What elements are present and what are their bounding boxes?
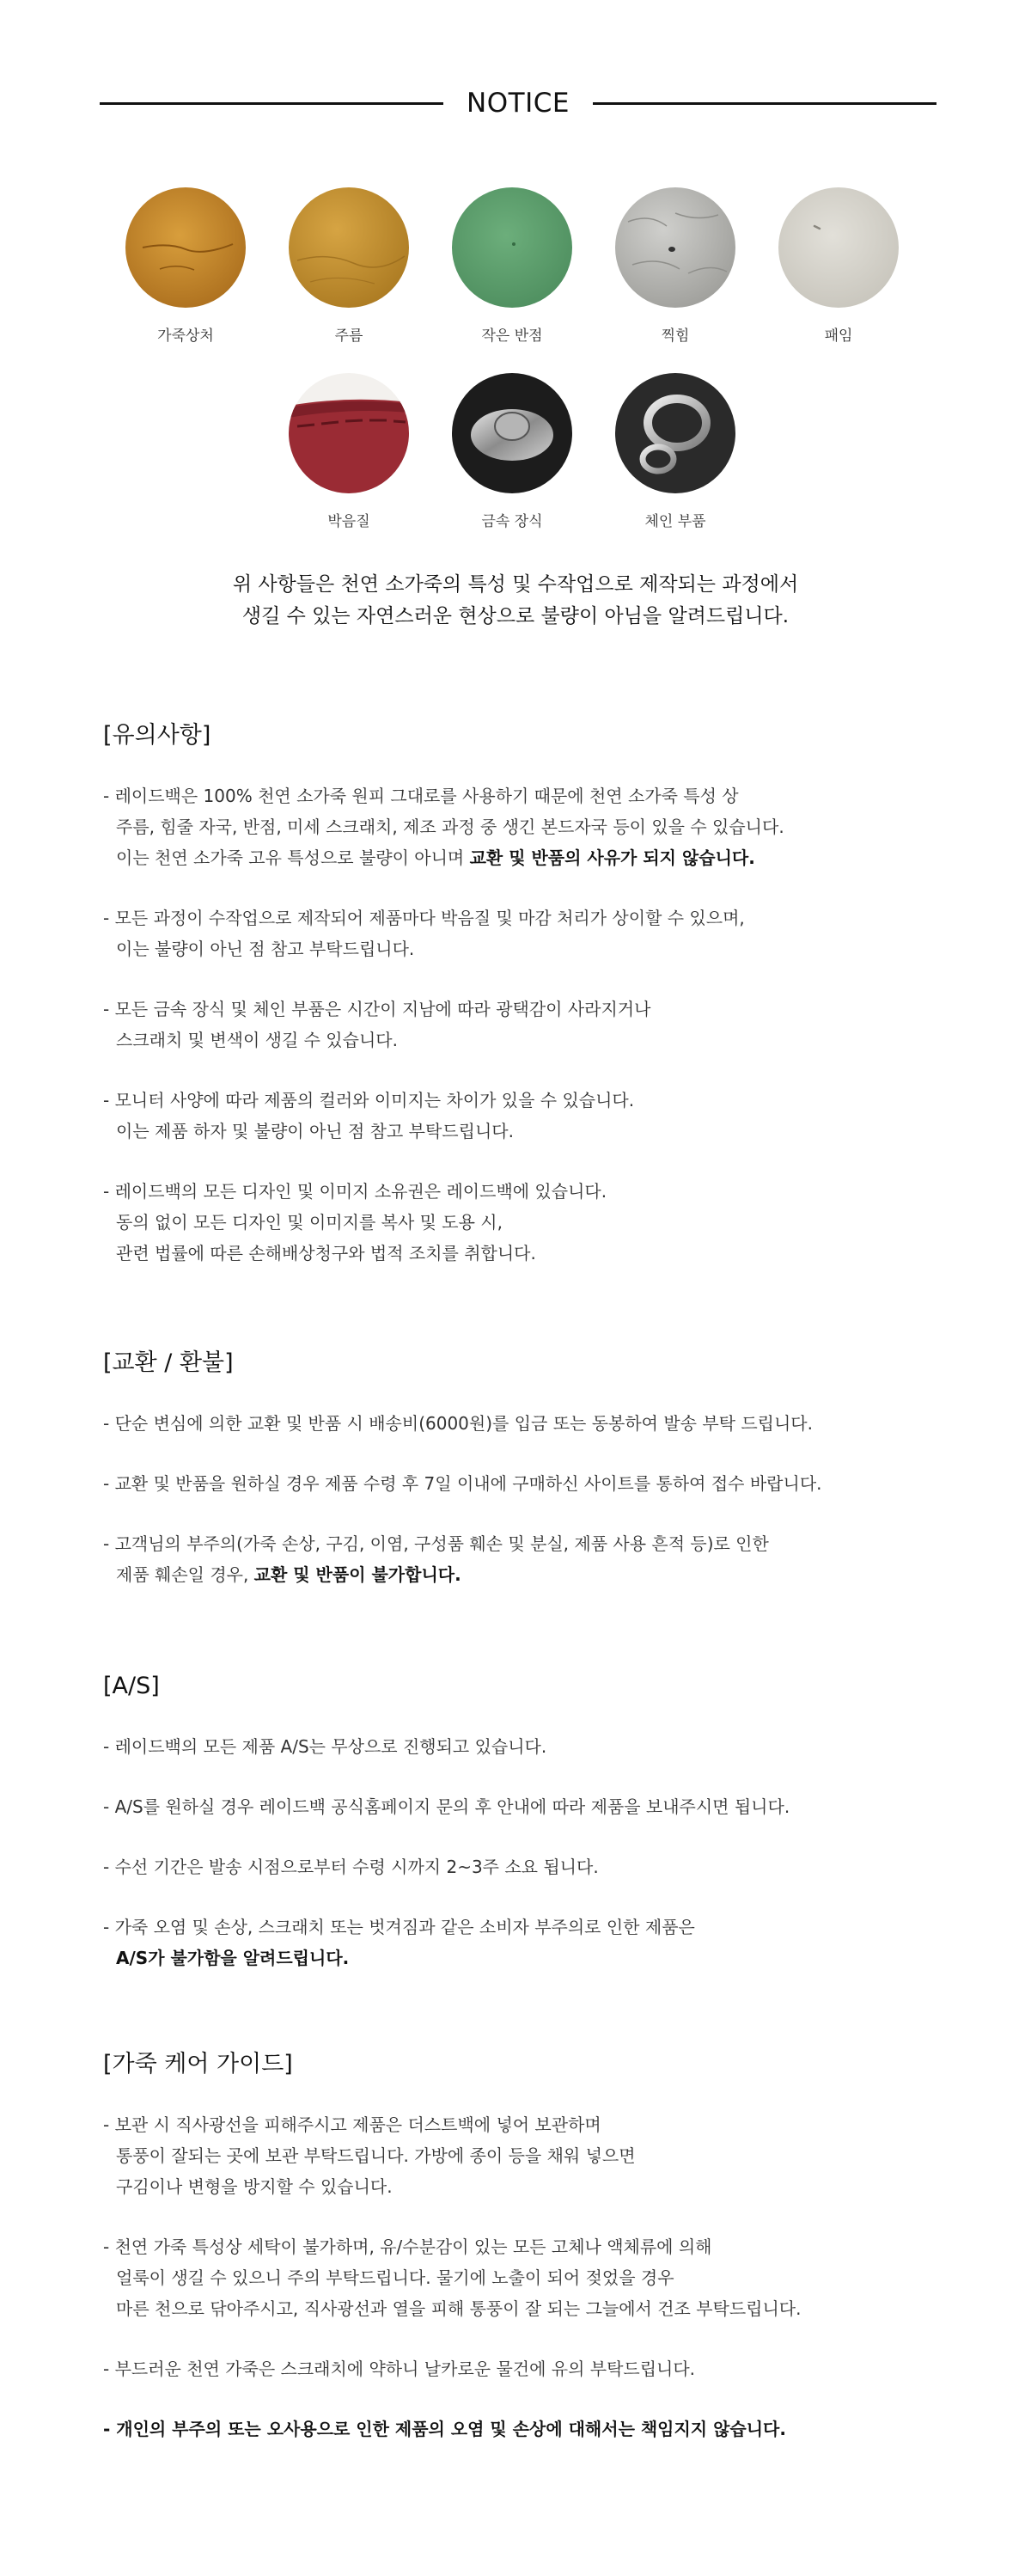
swatch-small-spot (443, 187, 581, 345)
emphasis-text: A/S가 불가함을 알려드립니다. (116, 1948, 350, 1968)
divider-line-right (593, 102, 936, 105)
swatch-wrinkle (280, 187, 418, 345)
exchange-section (103, 1348, 928, 1619)
swatch-stitching (280, 373, 418, 530)
intro-text (0, 569, 1031, 633)
intro-line: 위 사항들은 천연 소가죽의 특성 및 수작업으로 제작되는 과정에서 (232, 573, 799, 596)
swatch-label: 체인 부품 (644, 513, 706, 530)
list-item: - 고객님의 부주의(가죽 손상, 구김, 이염, 구성품 훼손 및 분실, 제품 사용 흔적 등)로 인한 제품 훼손일 경우, 교환 및 반품이 불가합니다. (103, 1533, 769, 1585)
list-item: - 부드러운 천연 가죽은 스크래치에 약하니 날카로운 물건에 유의 부탁드립니다. (103, 2359, 696, 2379)
section-title: [A/S] (103, 1673, 160, 1699)
list-item: - 수선 기간은 발송 시점으로부터 수령 시까지 2~3주 소요 됩니다. (103, 1857, 599, 1877)
swatch-label: 주름 (334, 327, 363, 345)
list-item: - 개인의 부주의 또는 오사용으로 인한 제품의 오염 및 손상에 대해서는 책임지지 않습니다. (103, 2419, 786, 2439)
section-title: [가죽 케어 가이드] (103, 2051, 293, 2077)
as-section (103, 1671, 928, 2003)
swatch-label: 찍힘 (661, 327, 690, 345)
caution-section (103, 720, 928, 1298)
care-section (103, 2049, 928, 2474)
metal-hardware-image (452, 373, 572, 493)
wrinkle-image (289, 187, 409, 308)
list-item: - 레이드백은 100% 천연 소가죽 원피 그대로를 사용하기 때문에 천연 소가죽 특성 상 주름, 힘줄 자국, 반점, 미세 스크래치, 제조 과정 중 생긴 본드자국 등이 있을 수 있습니다. 이는 천연 소가죽 고유 특성으로 불량이 아니며 교환 및 반품의 사유가 되지 않습니다. (103, 786, 784, 868)
list-item: - 가죽 오염 및 손상, 스크래치 또는 벗겨짐과 같은 소비자 부주의로 인한 제품은 A/S가 불가함을 알려드립니다. (103, 1917, 695, 1968)
list-item: - 단순 변심에 의한 교환 및 반품 시 배송비(6000원)를 입금 또는 동봉하여 발송 부탁 드립니다. (103, 1413, 813, 1434)
swatch-label: 박음질 (327, 513, 370, 530)
list-item: - 천연 가죽 특성상 세탁이 불가하며, 유/수분감이 있는 모든 고체나 액체류에 의해 얼룩이 생길 수 있으니 주의 부탁드립니다. 물기에 노출이 되어 젖었을 경우 마른 천으로 닦아주시고, 직사광선과 열을 피해 통풍이 잘 되는 그늘에서 건조 부탁드립니다. (103, 2236, 802, 2319)
swatch-label: 작은 반점 (481, 327, 543, 345)
leather-scratch-image (125, 187, 246, 308)
intro-line: 생길 수 있는 자연스러운 현상으로 불량이 아님을 알려드립니다. (241, 605, 790, 627)
list-item: - 모니터 사양에 따라 제품의 컬러와 이미지는 차이가 있을 수 있습니다. 이는 제품 하자 및 불량이 아닌 점 참고 부탁드립니다. (103, 1090, 635, 1141)
list-item: - 모든 과정이 수작업으로 제작되어 제품마다 박음질 및 마감 처리가 상이할 수 있으며, 이는 불량이 아닌 점 참고 부탁드립니다. (103, 908, 745, 959)
list-item: - 모든 금속 장식 및 체인 부품은 시간이 지남에 따라 광택감이 사라지거나 스크래치 및 변색이 생길 수 있습니다. (103, 999, 651, 1050)
chain-parts-image (615, 373, 735, 493)
swatch-label: 패임 (824, 327, 853, 345)
list-item: - 레이드백의 모든 디자인 및 이미지 소유권은 레이드백에 있습니다. 동의 없이 모든 디자인 및 이미지를 복사 및 도용 시, 관련 법률에 따른 손해배상청구와 법적 조치를 취합니다. (103, 1181, 607, 1264)
section-title: [유의사항] (103, 722, 211, 749)
swatch-gouge (770, 187, 907, 345)
swatch-chain-parts (607, 373, 744, 530)
stitching-image (289, 373, 409, 493)
list-item: - 교환 및 반품을 원하실 경우 제품 수령 후 7일 이내에 구매하신 사이트를 통하여 접수 바랍니다. (103, 1473, 822, 1494)
list-item: - 보관 시 직사광선을 피해주시고 제품은 더스트백에 넣어 보관하며 통풍이 잘되는 곳에 보관 부탁드립니다. 가방에 종이 등을 채워 넣으면 구김이나 변형을 방지할 수 있습니다. (103, 2114, 636, 2197)
swatch-label: 가죽상처 (157, 327, 214, 345)
swatch-dent (607, 187, 744, 345)
notice-header (100, 84, 936, 122)
swatch-leather-scratch (117, 187, 254, 345)
small-spot-image (452, 187, 572, 308)
swatch-label: 금속 장식 (481, 513, 543, 530)
emphasis-text: 교환 및 반품이 불가합니다. (253, 1564, 461, 1585)
emphasis-text: 교환 및 반품의 사유가 되지 않습니다. (469, 847, 755, 868)
section-title: [교환 / 환불] (103, 1349, 234, 1376)
list-item: - A/S를 원하실 경우 레이드백 공식홈페이지 문의 후 안내에 따라 제품을 보내주시면 됩니다. (103, 1796, 790, 1817)
swatch-metal-hardware (443, 373, 581, 530)
notice-title: NOTICE (467, 88, 570, 119)
gouge-image (778, 187, 899, 308)
list-item: - 레이드백의 모든 제품 A/S는 무상으로 진행되고 있습니다. (103, 1736, 547, 1757)
dent-image (615, 187, 735, 308)
